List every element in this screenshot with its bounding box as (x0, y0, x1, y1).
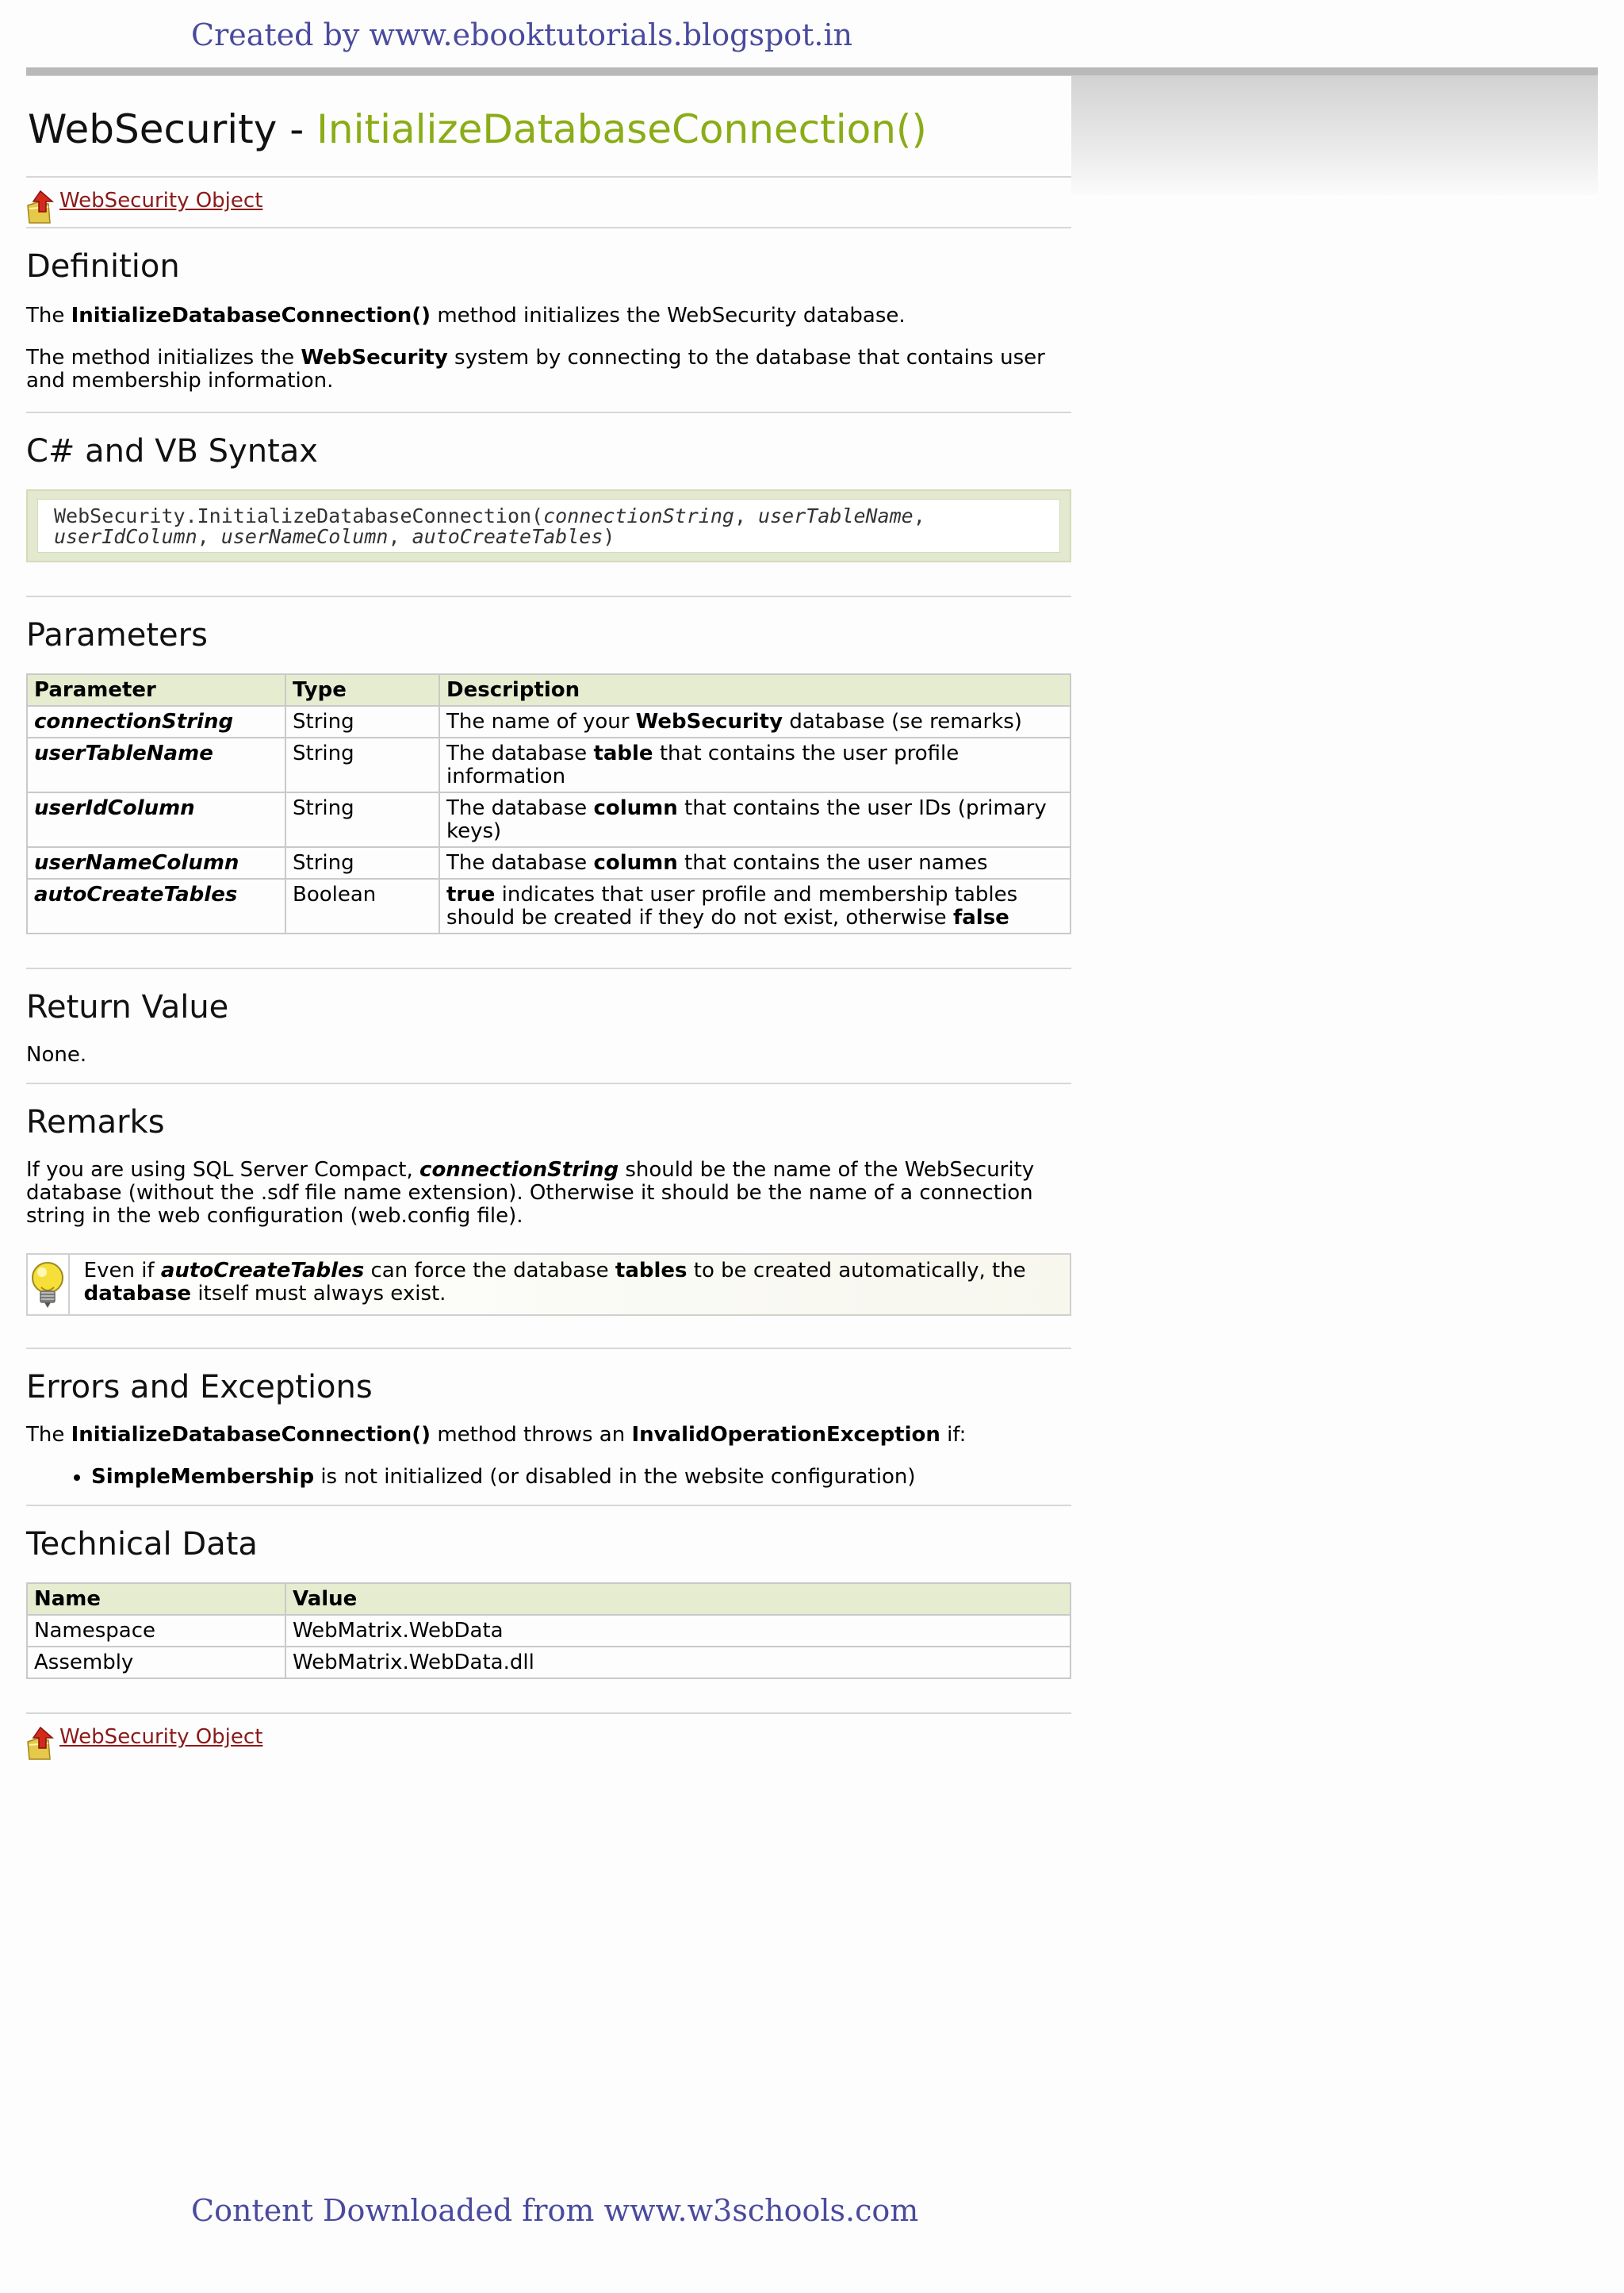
websecurity-object-link[interactable]: WebSecurity Object (59, 1725, 263, 1749)
errors-heading: Errors and Exceptions (26, 1369, 373, 1405)
definition-text-2: The method initializes the WebSecurity system by connecting to the database that contains user and membership information. (26, 346, 1045, 393)
credit-top: Created by www.ebooktutorials.blogspot.in (191, 17, 853, 52)
lightbulb-icon (29, 1259, 67, 1311)
definition-heading: Definition (26, 248, 180, 285)
syntax-code-box (26, 489, 1071, 562)
main-content (26, 76, 1071, 1763)
table-row: Assembly WebMatrix.WebData.dll (27, 1647, 1071, 1678)
technical-data-heading: Technical Data (26, 1526, 258, 1563)
up-arrow-folder-icon[interactable] (26, 1724, 56, 1761)
remarks-heading: Remarks (26, 1104, 165, 1141)
parameters-table (26, 673, 1071, 934)
table-header-row: Parameter Type Description (27, 674, 1071, 706)
syntax-heading: C# and VB Syntax (26, 433, 318, 470)
websecurity-object-link[interactable]: WebSecurity Object (59, 189, 263, 213)
tip-box (26, 1253, 1071, 1316)
table-row: userTableName String The database table that contains the user profile information (27, 738, 1071, 792)
table-row: userIdColumn String The database column that contains the user IDs (primary keys) (27, 792, 1071, 847)
remarks-text: If you are using SQL Server Compact, connectionString should be the name of the WebSecurity database (without the .sdf file name extension). Otherwise it should be the name of a connection string in the web configuration (web.config file). (26, 1158, 1035, 1228)
errors-list (26, 1466, 1071, 1489)
up-arrow-folder-icon[interactable] (26, 188, 56, 224)
technical-data-table (26, 1582, 1071, 1679)
errors-text: The InitializeDatabaseConnection() method throws an InvalidOperationException if: (26, 1423, 967, 1447)
title-method: InitializeDatabaseConnection() (316, 106, 927, 152)
table-row: Namespace WebMatrix.WebData (27, 1615, 1071, 1647)
definition-text-1: The InitializeDatabaseConnection() method initializes the WebSecurity database. (26, 304, 906, 328)
table-row: connectionString String The name of your WebSecurity database (se remarks) (27, 706, 1071, 738)
nav-top (26, 178, 1071, 227)
return-value-text: None. (26, 1043, 87, 1067)
return-value-heading: Return Value (26, 989, 229, 1026)
title-object: WebSecurity - (28, 106, 317, 152)
table-row: autoCreateTables Boolean true indicates that user profile and membership tables should be created if they do not exist, otherwise false (27, 879, 1071, 934)
nav-bottom (26, 1714, 1071, 1763)
parameters-heading: Parameters (26, 617, 208, 654)
list-item: • SimpleMembership is not initialized (or disabled in the website configuration) (91, 1466, 1071, 1489)
credit-bottom: Content Downloaded from www.w3schools.com (191, 2193, 919, 2228)
table-header-row: Name Value (27, 1583, 1071, 1615)
table-row: userNameColumn String The database column that contains the user names (27, 847, 1071, 879)
page-title (28, 102, 1071, 157)
syntax-code: WebSecurity.InitializeDatabaseConnection(connectionString, userTableName, userIdColumn, userNameColumn, autoCreateTables) (37, 499, 1060, 553)
tip-text: Even if autoCreateTables can force the database tables to be created automatically, the database itself must always exist. (83, 1259, 1026, 1306)
